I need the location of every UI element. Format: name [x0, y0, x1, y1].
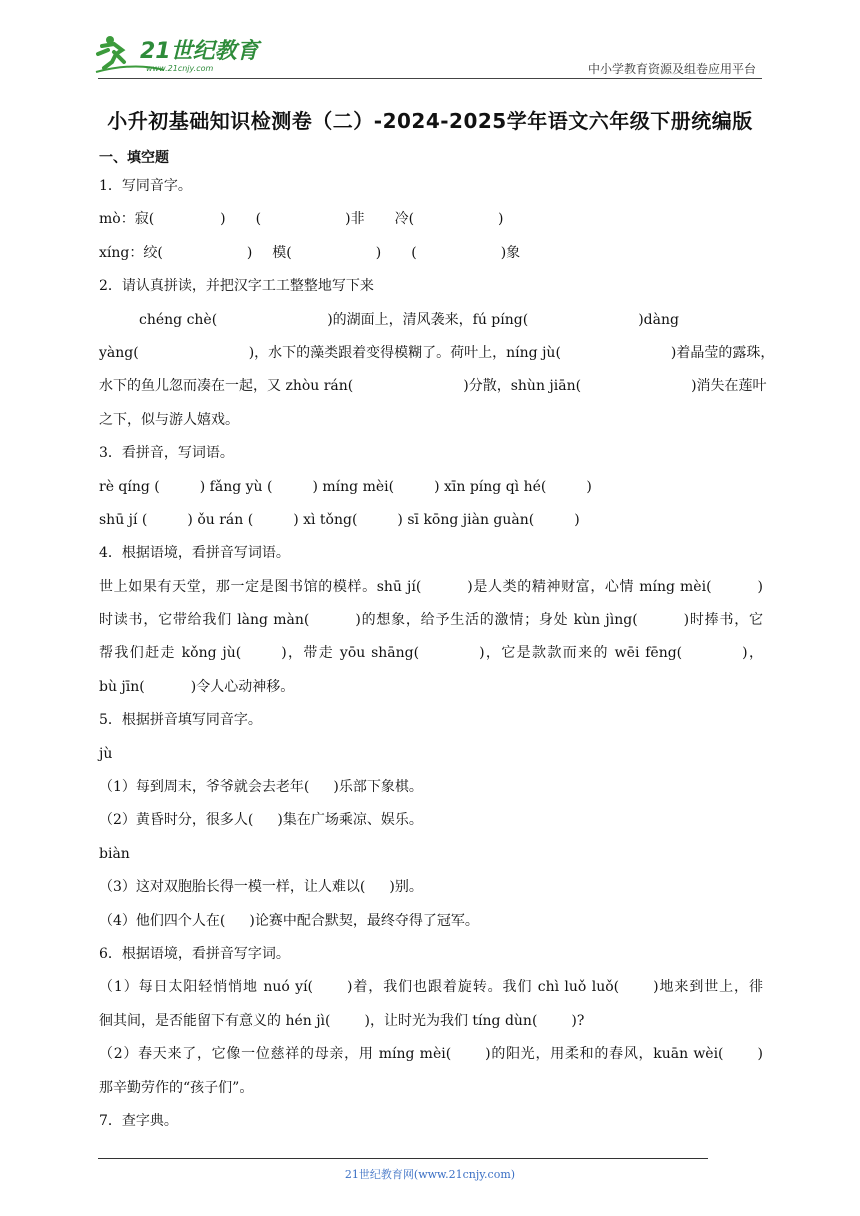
page-header: [0, 0, 860, 80]
q2-stem: 2．请认真拼读，并把汉字工工整整地写下来: [99, 278, 374, 295]
section-title: 一、填空题: [99, 150, 169, 166]
logo: [94, 34, 264, 76]
q3-stem: 3．看拼音，写词语。: [99, 445, 234, 462]
footer-divider: [98, 1158, 708, 1159]
question-content: [99, 170, 775, 1138]
q7-stem: 7．查字典。: [99, 1112, 178, 1129]
q5-sentence-2: （2）黄昏时分，很多人( )集在广场乘凉、娱乐。: [99, 812, 423, 829]
q5-pinyin-2: biàn: [99, 845, 130, 862]
page-title: 小升初基础知识检测卷（二）-2024-2025学年语文六年级下册统编版: [107, 109, 753, 133]
header-divider: [98, 78, 762, 79]
q1-row-2: xíng：绞( ) 模( ) ( )象: [99, 244, 521, 261]
q6-line-2: 徊其间，是否能留下有意义的 hén jì( )，让时光为我们 tíng dùn( )?: [99, 1012, 585, 1029]
q4-line-1: 世上如果有天堂，那一定是图书馆的模样。shū jí( )是人类的精神财富，心情 míng mèi( ): [99, 578, 763, 595]
logo-url: www.21cnjy.com: [146, 64, 214, 73]
q2-line-4: 之下，似与游人嬉戏。: [99, 411, 239, 428]
q4-line-4: bù jīn( )令人心动神移。: [99, 678, 295, 695]
q1-stem: 1．写同音字。: [99, 178, 192, 194]
platform-label: 中小学教育资源及组卷应用平台: [587, 62, 756, 76]
page-footer: 21世纪教育网(www.21cnjy.com): [344, 1168, 516, 1181]
q3-row-1: rè qíng ( ) fǎng yù ( ) míng mèi( ) xīn píng qì hé( ): [99, 478, 592, 495]
q5-stem: 5．根据拼音填写同音字。: [99, 712, 262, 729]
q5-pinyin-1: jù: [99, 745, 113, 762]
q5-sentence-1: （1）每到周末，爷爷就会去老年( )乐部下象棋。: [99, 779, 423, 796]
q4-line-3: 帮我们赶走 kǒng jù( )，带走 yōu shāng( )，它是款款而来的 wēi fēng( )，: [99, 645, 763, 662]
q2-line-2: yàng( )，水下的藻类跟着变得模糊了。荷叶上，níng jù( )着晶莹的露珠，: [99, 344, 775, 361]
q6-line-1: （1）每日太阳轻悄悄地 nuó yí( )着，我们也跟着旋转。我们 chì luǒ luǒ( )地来到世上，徘: [99, 979, 763, 996]
q6-line-3: （2）春天来了，它像一位慈祥的母亲，用 míng mèi( )的阳光，用柔和的春风，kuān wèi( ): [99, 1046, 763, 1063]
q1-row-1: mò：寂( ) ( )非 冷( ): [99, 211, 504, 228]
q2-line-1: chéng chè( )的湖面上，清风袭来，fú píng( )dàng: [139, 311, 679, 328]
q6-line-4: 那辛勤劳作的“孩子们”。: [99, 1079, 254, 1096]
q5-sentence-4: （4）他们四个人在( )论赛中配合默契，最终夺得了冠军。: [99, 912, 479, 929]
q4-stem: 4．根据语境，看拼音写词语。: [99, 545, 290, 562]
q4-line-2: 时读书，它带给我们 làng màn( )的想象，给予生活的激情；身处 kùn jìng( )时捧书，它: [99, 612, 764, 629]
q3-row-2: shū jí ( ) ǒu rán ( ) xì tǒng( ) sī kōng jiàn guàn( ): [99, 511, 580, 528]
logo-text: 21世纪教育: [140, 39, 259, 64]
q2-line-3: 水下的鱼儿忽而凑在一起，又 zhòu rán( )分散，shùn jiān( )消失在莲叶: [99, 378, 767, 395]
q6-stem: 6．根据语境，看拼音写字词。: [99, 945, 290, 962]
q5-sentence-3: （3）这对双胞胎长得一模一样，让人难以( )别。: [99, 879, 423, 896]
